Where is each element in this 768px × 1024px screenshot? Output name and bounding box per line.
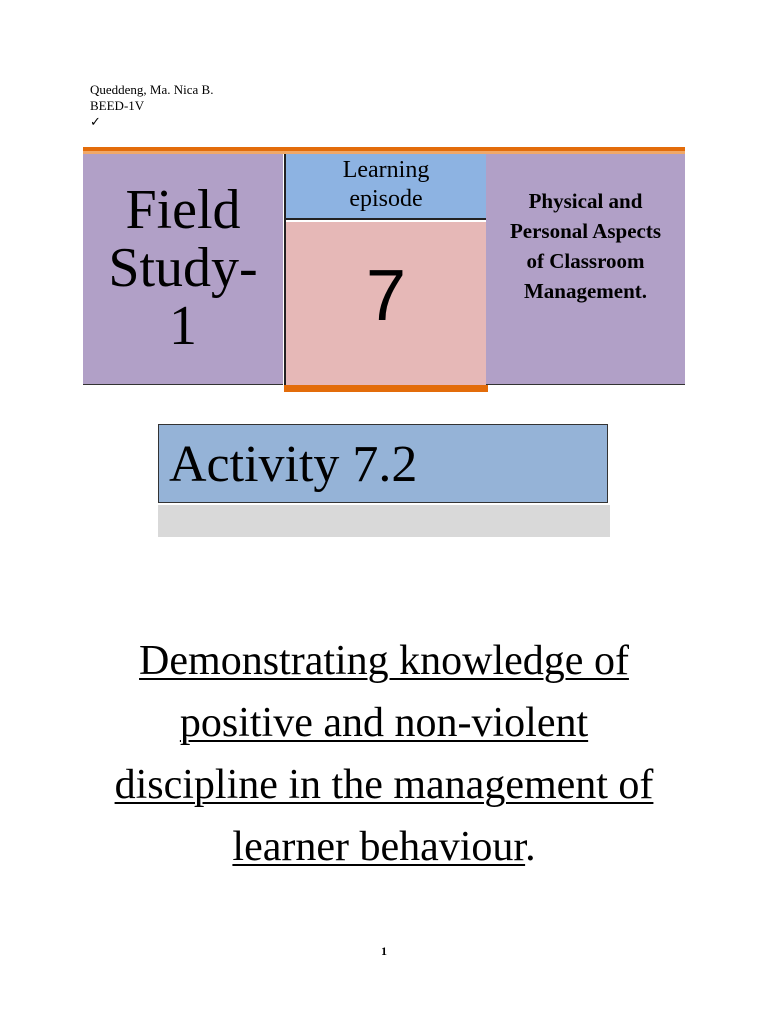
field-study-title xyxy=(83,181,283,355)
objective-line2: positive and non-violent xyxy=(179,700,589,746)
activity-objective xyxy=(60,630,708,878)
topic-cell xyxy=(486,154,685,385)
field-study-line3: 1 xyxy=(169,295,197,357)
learning-episode-line1: Learning xyxy=(342,157,430,183)
objective-line3: discipline in the management of xyxy=(114,762,654,808)
objective-period: . xyxy=(525,824,536,870)
check-mark-icon: ✓ xyxy=(90,114,101,129)
page-number: 1 xyxy=(381,944,387,958)
episode-cell xyxy=(284,154,488,385)
field-study-line2: Study- xyxy=(108,237,258,299)
course-code: BEED-1V xyxy=(90,98,145,113)
topic-line4: Management. xyxy=(523,279,648,303)
activity-header xyxy=(158,424,610,538)
author-info xyxy=(90,82,213,130)
episode-number: 7 xyxy=(365,256,407,336)
episode-number-box xyxy=(286,222,486,385)
author-name: Queddeng, Ma. Nica B. xyxy=(90,82,214,97)
field-study-line1: Field xyxy=(125,179,241,241)
objective-line1: Demonstrating knowledge of xyxy=(139,638,629,684)
activity-shadow-bar xyxy=(158,505,610,537)
learning-episode-label xyxy=(286,154,486,220)
title-banner xyxy=(83,147,685,392)
topic-line1: Physical and xyxy=(528,189,643,213)
topic-line3: of Classroom xyxy=(526,249,645,273)
field-study-cell xyxy=(83,154,283,385)
learning-episode-line2: episode xyxy=(349,186,423,212)
objective-line4: learner behaviour xyxy=(232,824,526,870)
topic-title xyxy=(486,186,685,306)
episode-bottom-border xyxy=(284,385,488,392)
activity-label: Activity 7.2 xyxy=(158,424,608,503)
topic-line2: Personal Aspects xyxy=(509,219,662,243)
